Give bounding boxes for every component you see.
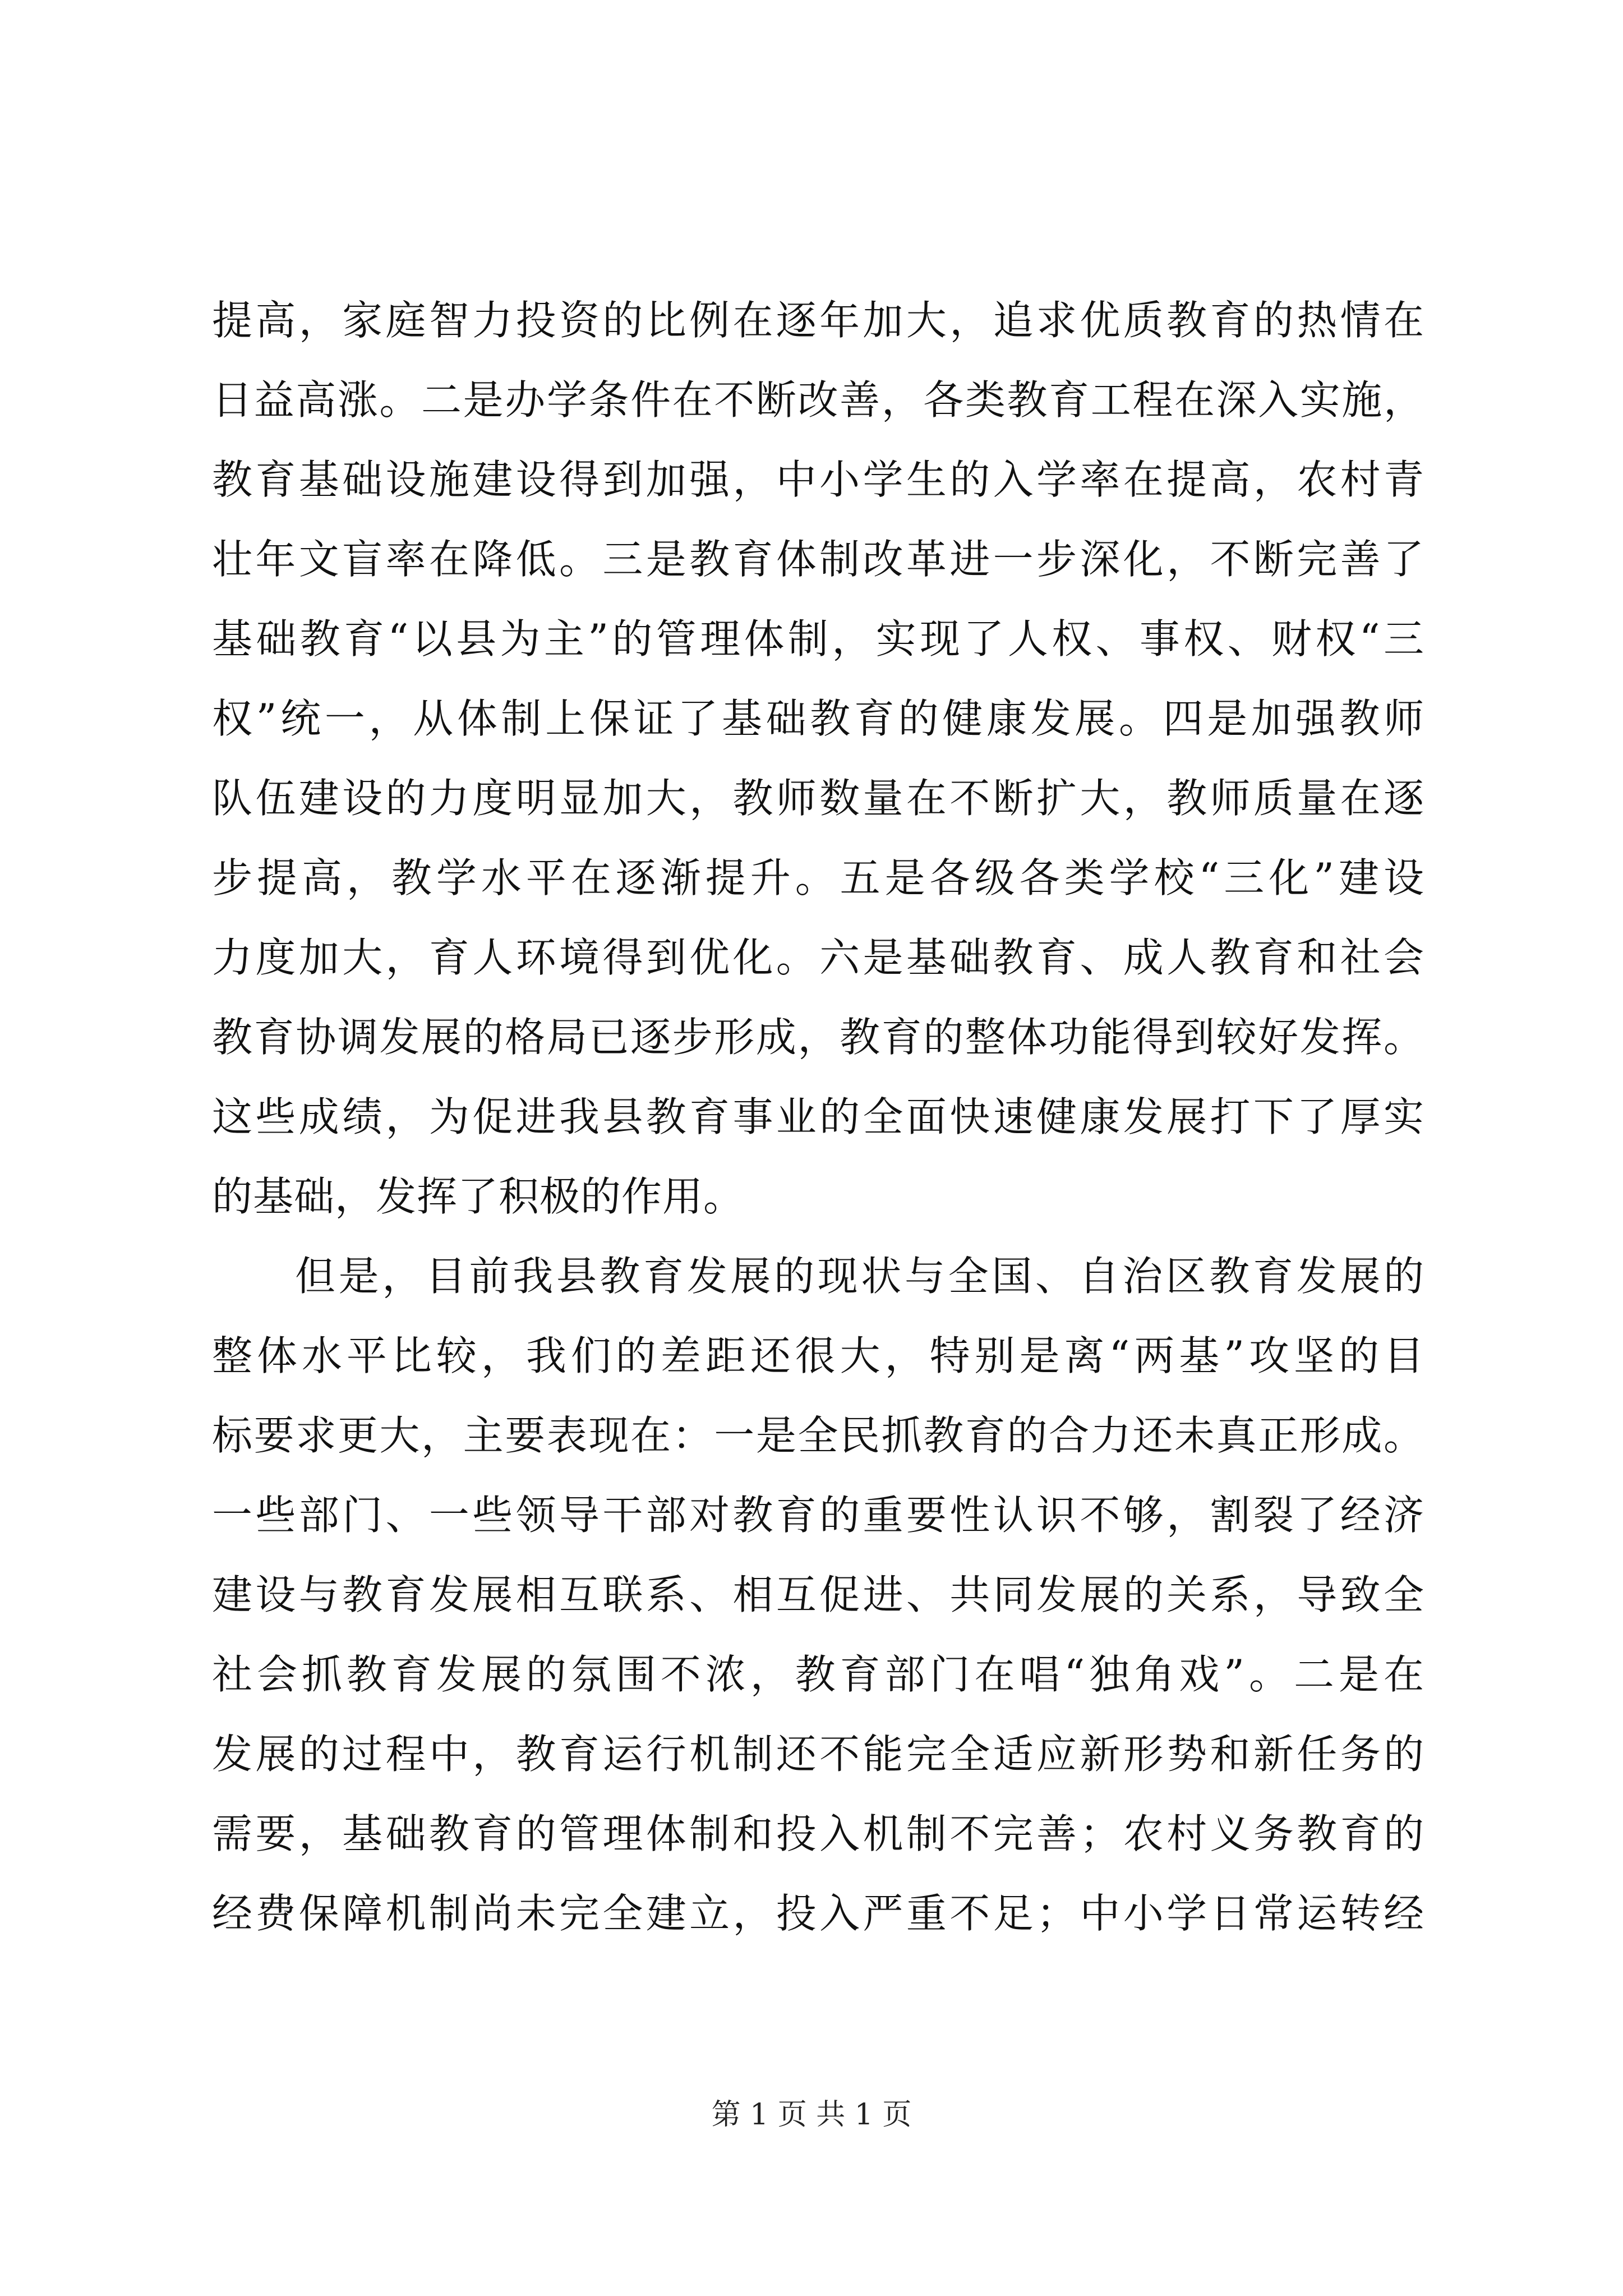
page-footer (0, 2095, 1623, 2134)
text-line: 经费保障机制尚未完全建立，投入严重不足；中小学日常运转经 (212, 1890, 1424, 1937)
text-line: 提高，家庭智力投资的比例在逐年加大，追求优质教育的热情在 (212, 297, 1424, 344)
text-line: 教育协调发展的格局已逐步形成，教育的整体功能得到较好发挥。 (212, 1014, 1424, 1061)
text-line: 需要，基础教育的管理体制和投入机制不完善；农村义务教育的 (212, 1810, 1424, 1857)
text-line: 的基础，发挥了积极的作用。 (212, 1173, 745, 1220)
text-line: 但是，目前我县教育发展的现状与全国、自治区教育发展的 (295, 1253, 1424, 1300)
text-line: 这些成绩，为促进我县教育事业的全面快速健康发展打下了厚实 (212, 1093, 1424, 1140)
text-line: 教育基础设施建设得到加强，中小学生的入学率在提高，农村青 (212, 456, 1424, 503)
text-line: 日益高涨。二是办学条件在不断改善，各类教育工程在深入实施， (212, 376, 1424, 424)
text-line: 壮年文盲率在降低。三是教育体制改革进一步深化，不断完善了 (212, 536, 1424, 583)
paragraph-2 (212, 1236, 1424, 1953)
text-line: 社会抓教育发展的氛围不浓，教育部门在唱“独角戏”。二是在 (212, 1651, 1424, 1698)
text-line: 步提高，教学水平在逐渐提升。五是各级各类学校“三化”建设 (212, 854, 1424, 901)
text-line: 力度加大，育人环境得到优化。六是基础教育、成人教育和社会 (212, 934, 1424, 981)
text-line: 整体水平比较，我们的差距还很大，特别是离“两基”攻坚的目 (212, 1332, 1424, 1379)
page-indicator: 第 1 页 共 1 页 (711, 2098, 912, 2132)
text-line: 一些部门、一些领导干部对教育的重要性认识不够，割裂了经济 (212, 1492, 1424, 1539)
paragraph-1 (212, 280, 1424, 1236)
document-body (212, 280, 1424, 1953)
text-line: 权”统一，从体制上保证了基础教育的健康发展。四是加强教师 (212, 695, 1424, 742)
text-line: 建设与教育发展相互联系、相互促进、共同发展的关系，导致全 (212, 1571, 1424, 1618)
text-line: 基础教育“以县为主”的管理体制，实现了人权、事权、财权“三 (212, 615, 1424, 662)
text-line: 标要求更大，主要表现在：一是全民抓教育的合力还未真正形成。 (212, 1412, 1424, 1459)
text-line: 队伍建设的力度明显加大，教师数量在不断扩大，教师质量在逐 (212, 775, 1424, 822)
text-line: 发展的过程中，教育运行机制还不能完全适应新形势和新任务的 (212, 1731, 1424, 1778)
